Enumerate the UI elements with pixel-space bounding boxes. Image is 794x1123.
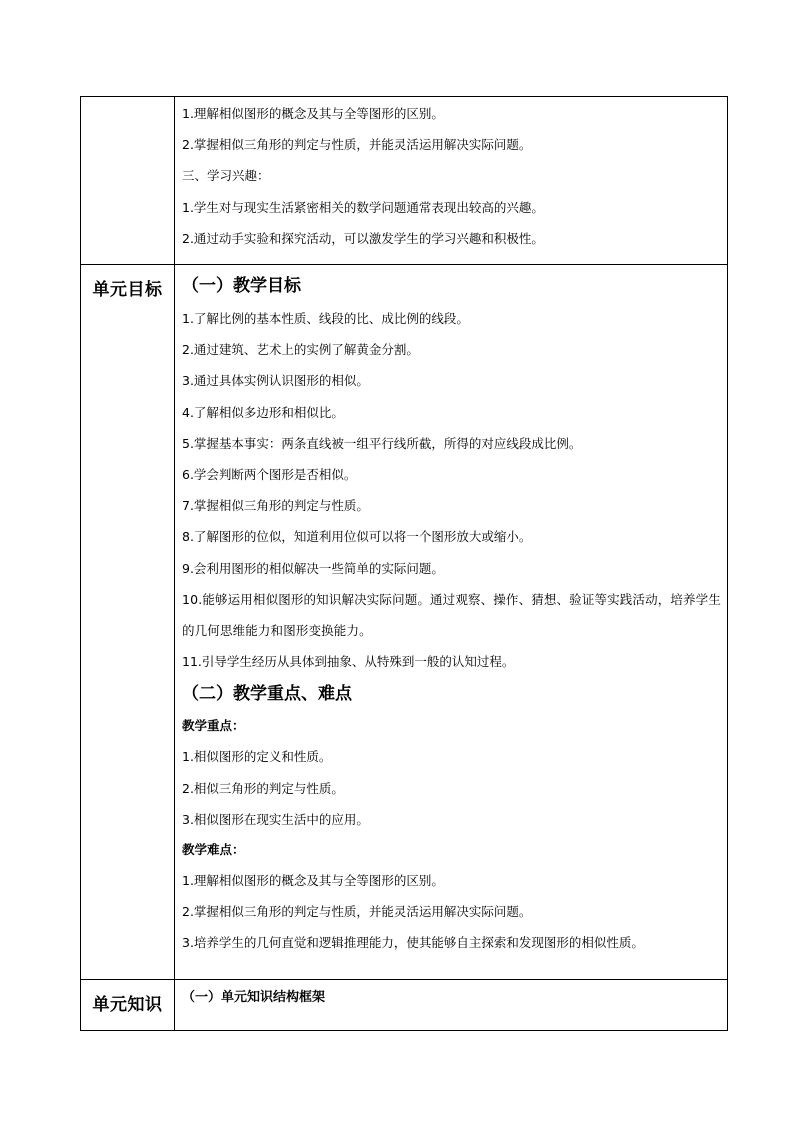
- row1-content: [175, 97, 728, 265]
- knowledge-framework-heading: （一）单元知识结构框架: [182, 990, 326, 1005]
- objective-item: 10.能够运用相似图形的知识解决实际问题。通过观察、操作、猜想、验证等实践活动，培养学生的几何思维能力和图形变换能力。: [182, 591, 721, 639]
- key-point-item: 3.相似图形在现实生活中的应用。: [182, 811, 369, 827]
- section-subtitle: 三、学习兴趣：: [182, 168, 270, 184]
- objective-item: 1.了解比例的基本性质、线段的比、成比例的线段。: [182, 311, 469, 326]
- objective-item: 2.通过建筑、艺术上的实例了解黄金分割。: [182, 342, 419, 358]
- objective-item: 9.会利用图形的相似解决一些简单的实际问题。: [182, 560, 444, 576]
- difficulty-item: 1.理解相似图形的概念及其与全等图形的区别。: [182, 873, 444, 889]
- row-label-unit-goals: 单元目标: [81, 265, 175, 980]
- list-item: 2.通过动手实验和探究活动，可以激发学生的学习兴趣和积极性。: [182, 230, 544, 246]
- objective-item: 3.通过具体实例认识图形的相似。: [182, 373, 369, 389]
- objective-item: 5.掌握基本事实：两条直线被一组平行线所截，所得的对应线段成比例。: [182, 435, 582, 451]
- difficulty-item: 2.掌握相似三角形的判定与性质，并能灵活运用解决实际问题。: [182, 904, 532, 920]
- list-item: 1.学生对与现实生活紧密相关的数学问题通常表现出较高的兴趣。: [182, 199, 544, 215]
- list-item: 2.掌握相似三角形的判定与性质，并能灵活运用解决实际问题。: [182, 137, 532, 153]
- table-row: [81, 97, 728, 265]
- list-item: 1.理解相似图形的概念及其与全等图形的区别。: [182, 106, 444, 121]
- objective-item: 6.学会判断两个图形是否相似。: [182, 467, 357, 483]
- unit-goals-content: [175, 265, 728, 980]
- objective-item: 4.了解相似多边形和相似比。: [182, 404, 344, 420]
- key-point-item: 1.相似图形的定义和性质。: [182, 749, 332, 765]
- key-point-item: 2.相似三角形的判定与性质。: [182, 780, 344, 796]
- lesson-plan-table: [80, 96, 728, 1031]
- teaching-objectives-heading: （一）教学目标: [182, 276, 301, 296]
- objective-item: 8.了解图形的位似，知道利用位似可以将一个图形放大或缩小。: [182, 529, 532, 545]
- key-difficult-points-heading: （二）教学重点、难点: [182, 684, 352, 705]
- key-points-heading: 教学重点：: [182, 718, 245, 734]
- objective-item: 11.引导学生经历从具体到抽象、从特殊到一般的认知过程。: [182, 654, 515, 670]
- row-label-empty: [81, 97, 175, 265]
- row-label-unit-knowledge: 单元知识: [81, 980, 175, 1031]
- objective-item: 7.掌握相似三角形的判定与性质。: [182, 498, 369, 514]
- unit-knowledge-content: [175, 980, 728, 1031]
- table-row: [81, 980, 728, 1031]
- table-row: [81, 265, 728, 980]
- difficulty-item: 3.培养学生的几何直觉和逻辑推理能力，使其能够自主探索和发现图形的相似性质。: [182, 935, 644, 951]
- difficulties-heading: 教学难点：: [182, 842, 245, 858]
